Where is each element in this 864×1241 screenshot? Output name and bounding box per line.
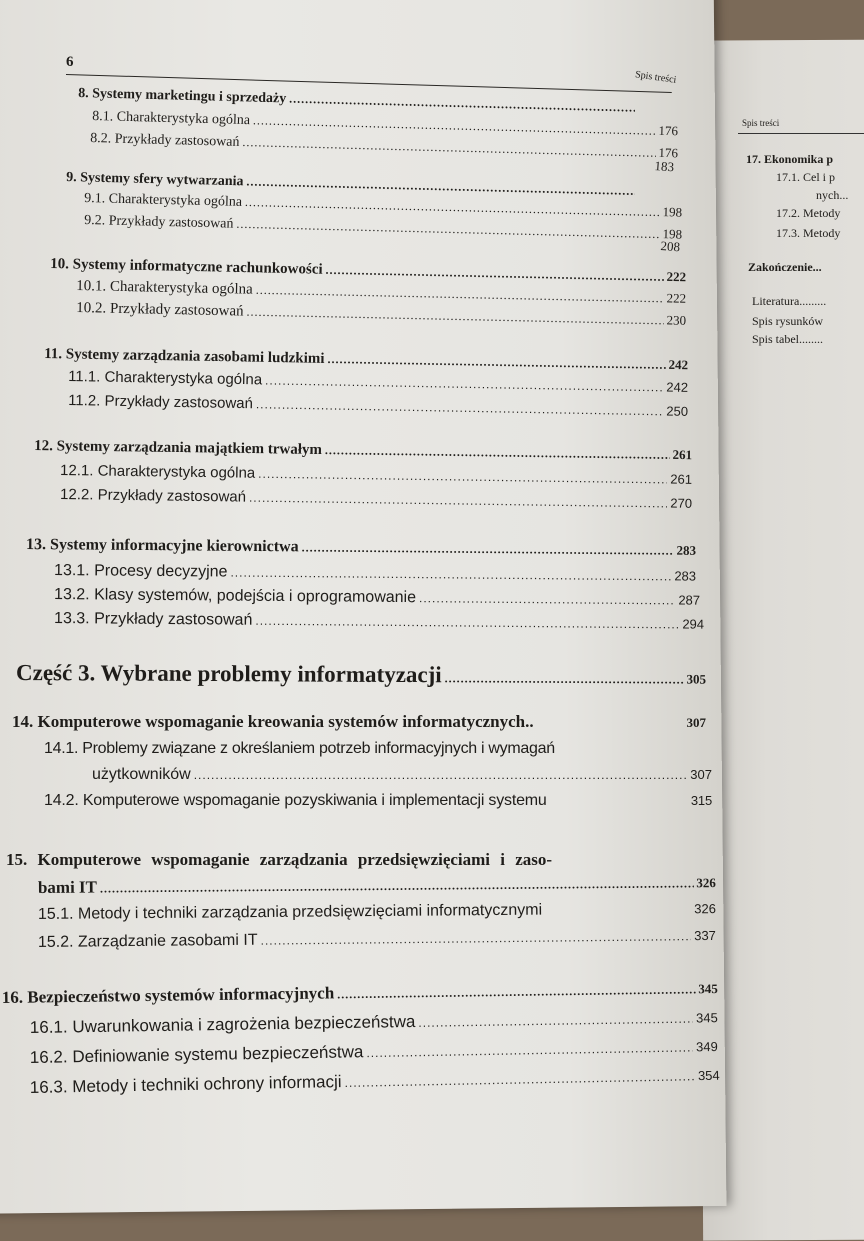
toc-entry-13-2 (54, 586, 700, 610)
leader-dots (418, 1012, 693, 1030)
toc-entry-page: 208 (660, 238, 681, 255)
toc-entry-page: 283 (676, 542, 697, 558)
right-toc-item: nych... (816, 188, 849, 202)
toc-entry-chapter-12 (34, 438, 692, 464)
toc-entry-label: 8.2. Przykłady zastosowań (90, 131, 240, 150)
toc-entry-page: 345 (698, 981, 718, 997)
toc-entry-16-1 (30, 1007, 718, 1038)
toc-entry-label: 16.1. Uwarunkowania i zagrożenia bezpieczeństwa (29, 1011, 416, 1038)
toc-entry-page: 315 (690, 793, 712, 808)
toc-entry-label: 10.1. Charakterystyka ogólna (76, 278, 253, 298)
right-toc-item: 17.2. Metody (776, 206, 841, 220)
toc-entry-page: 250 (666, 403, 689, 419)
toc-entry-label: 13.2. Klasy systemów, podejścia i oprogramowanie (54, 586, 417, 607)
page-number: 6 (66, 54, 74, 70)
toc-entry-page: 176 (658, 144, 679, 161)
toc-entry-page: 242 (666, 379, 689, 395)
toc-entry-label: 12.2. Przykłady zastosowań (60, 486, 247, 506)
toc-entry-15-1 (38, 900, 716, 924)
toc-entry-page: 242 (668, 356, 689, 373)
right-toc-item: Spis rysunków (752, 314, 824, 328)
toc-entry-page: 230 (666, 312, 687, 328)
toc-entry-label: 16.3. Metody i techniki ochrony informacji (29, 1072, 342, 1098)
toc-entry-12-1 (60, 462, 692, 488)
leader-dots (256, 397, 664, 418)
leader-dots (260, 929, 691, 948)
leader-dots (302, 540, 674, 558)
toc-entry-chapter-15-cont (38, 872, 716, 898)
toc-entry-page: 305 (686, 671, 707, 687)
toc-entry-label: 16. Bezpieczeństwo systemów informacyjnych (1, 983, 335, 1008)
right-toc-item: 17.3. Metody (776, 226, 841, 240)
right-header-rule (738, 133, 864, 134)
toc-entry-chapter-15 (6, 850, 696, 870)
right-toc-item: 17.1. Cel i p (776, 170, 835, 184)
toc-entry-label: 14.1. Problemy związane z określaniem potrzeb informacyjnych i wymagań (44, 740, 555, 757)
toc-entry-page: 326 (696, 875, 716, 891)
toc-entry-label: 12. Systemy zarządzania majątkiem trwałym (34, 438, 323, 459)
toc-entry-label: 15.1. Metody i techniki zarządzania przedsięwzięciami informatycznymi (37, 901, 543, 924)
toc-entry-11-2 (68, 392, 688, 420)
running-header: Spis treści (634, 69, 677, 86)
toc-entry-label: Część 3. Wybrane problemy informatyzacji (16, 660, 442, 688)
toc-entry-label: 9. Systemy sfery wytwarzania (66, 170, 244, 190)
toc-entry-page: 287 (678, 592, 701, 608)
toc-entry-label: 15.2. Zarządzanie zasobami IT (37, 931, 258, 952)
toc-entry-page: 198 (662, 204, 683, 220)
toc-entry-label: 9.1. Charakterystyka ogólna (84, 191, 243, 210)
leader-dots (419, 591, 675, 607)
leader-dots (325, 263, 663, 285)
leader-dots (100, 876, 694, 896)
toc-entry-page: 307 (686, 715, 706, 730)
leader-dots (265, 373, 663, 394)
toc-entry-page: 345 (695, 1010, 718, 1026)
toc-entry-label: 13.1. Procesy decyzyjne (54, 562, 228, 581)
toc-entry-page: 261 (672, 446, 693, 463)
toc-entry-page: 283 (674, 568, 697, 584)
leader-dots (249, 491, 668, 511)
page-header (66, 54, 677, 86)
toc-entry-label: 15. Komputerowe wspomaganie zarządzania przedsięwzięciami i zaso- (6, 850, 553, 869)
leader-dots (289, 92, 635, 116)
leader-dots (246, 305, 663, 329)
toc-entry-label: użytkowników (92, 766, 191, 783)
leader-dots (337, 982, 695, 1002)
leader-dots (344, 1069, 695, 1090)
toc-entry-part-3 (16, 660, 706, 690)
toc-entry-label: 10.2. Przykłady zastosowań (76, 300, 244, 320)
toc-entry-15-2 (38, 927, 716, 952)
toc-entry-label: 8.1. Charakterystyka ogólna (92, 109, 251, 129)
toc-entry-page: 198 (662, 226, 683, 242)
toc-entry-page: 349 (695, 1038, 718, 1055)
toc-entry-page: 294 (682, 616, 705, 632)
toc-entry-page: 307 (690, 767, 712, 782)
leader-dots (256, 283, 664, 307)
toc-entry-page: 270 (670, 495, 693, 511)
toc-entry-chapter-14 (12, 712, 706, 732)
right-toc-item: Spis tabel........ (752, 332, 823, 346)
toc-entry-label: 16.2. Definiowanie systemu bezpieczeństwa (29, 1042, 364, 1068)
leader-dots (325, 443, 670, 463)
toc-entry-page-only (654, 158, 685, 176)
toc-entry-page-only (660, 238, 691, 256)
leader-dots (258, 467, 667, 487)
leader-dots (242, 135, 655, 161)
leader-dots (445, 671, 684, 687)
right-toc-item: 17. Ekonomika p (746, 152, 834, 166)
toc-entry-label: 11.2. Przykłady zastosowań (68, 392, 254, 413)
toc-entry-page: 354 (697, 1067, 720, 1084)
toc-entry-12-2 (60, 486, 692, 512)
toc-entry-label: 11.1. Charakterystyka ogólna (68, 368, 263, 389)
toc-entry-page: 337 (694, 927, 716, 944)
leader-dots (194, 768, 688, 782)
toc-entry-chapter-13 (26, 536, 696, 560)
toc-entry-label: 13. Systemy informacyjne kierownictwa (26, 536, 299, 556)
toc-entry-page: 222 (666, 268, 687, 285)
toc-entry-label: bami IT (37, 877, 98, 898)
leader-dots (366, 1040, 693, 1060)
toc-entry-14-1-cont (92, 766, 712, 784)
toc-entry-page: 326 (694, 901, 716, 917)
toc-entry-page: 183 (654, 158, 675, 175)
toc-entry-label: 9.2. Przykłady zastosowań (84, 213, 234, 232)
right-running-header: Spis treści (742, 118, 780, 128)
toc-entry-label: 12.1. Charakterystyka ogólna (60, 462, 256, 482)
toc-entry-page: 261 (670, 471, 693, 487)
toc-entry-label: 14. Komputerowe wspomaganie kreowania systemów informatycznych.. (12, 712, 534, 731)
toc-entry-page: 176 (658, 122, 679, 139)
toc-entry-label: 11. Systemy zarządzania zasobami ludzkimi (44, 346, 325, 367)
toc-entry-page: 222 (666, 290, 687, 306)
toc-entry-label: 10. Systemy informatyczne rachunkowości (50, 256, 323, 278)
toc-entry-label: 13.3. Przykłady zastosowań (54, 610, 253, 629)
toc-entry-13-3 (54, 610, 704, 634)
toc-entry-16-3 (30, 1065, 720, 1098)
leader-dots (230, 566, 671, 584)
toc-entry-13-1 (54, 562, 696, 586)
toc-entry-chapter-16 (2, 978, 718, 1008)
toc-entry-14-1 (44, 740, 684, 758)
right-toc-item: Literatura......... (752, 294, 827, 308)
leader-dots (327, 352, 665, 373)
toc-entry-label: 8. Systemy marketingu i sprzedaży (78, 86, 287, 107)
toc-entry-label: 14.2. Komputerowe wspomaganie pozyskiwania i implementacji systemu (44, 792, 547, 809)
right-toc-item: Zakończenie... (748, 260, 822, 274)
leader-dots (255, 614, 679, 632)
toc-entry-14-2 (44, 792, 712, 810)
leader-dots (236, 217, 659, 242)
toc-entry-16-2 (30, 1036, 718, 1068)
